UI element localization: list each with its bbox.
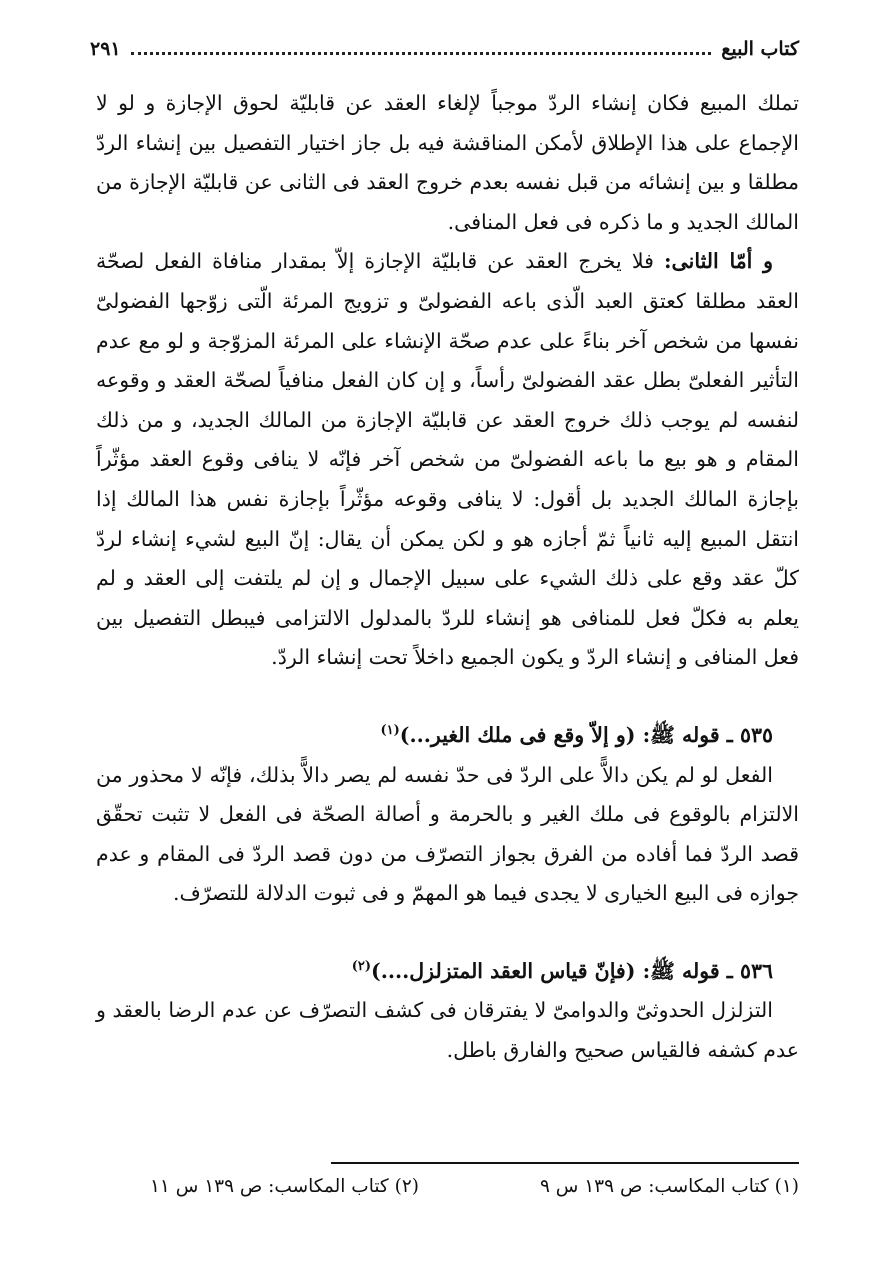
paragraph-second-case bbox=[96, 242, 799, 678]
dotted-leader bbox=[131, 52, 712, 55]
paragraph-535: الفعل لو لم يكن دالاًّ على الردّ فى حدّ نفسه لم يصر دالاًّ بذلك، فإنّه لا محذور من الالتزام بالوقوع فى ملك الغير و بالحرمة و أصالة الصحّة فى الفعل لا تثبت تحقّق قصد الردّ فما أفاده من الفرق بجواز التصرّف من دون قصد الردّ فى المقام و عدم جوازه فى البيع الخيارى لا يجدى فيما هو المهمّ و فى ثبوت الدلالة للتصرّف. bbox=[96, 762, 799, 906]
paragraph-lead: و أمّا الثانى: bbox=[663, 249, 773, 274]
footnotes bbox=[150, 1176, 799, 1197]
running-head bbox=[90, 32, 799, 66]
section-heading-536 bbox=[96, 952, 799, 992]
section-heading-535 bbox=[96, 716, 799, 756]
page-number: ٢٩١ bbox=[90, 38, 121, 60]
heading-text: ٥٣٦ ـ قوله ﷺ: (فإنّ قياس العقد المتزلزل....) bbox=[371, 958, 773, 983]
heading-text: ٥٣٥ ـ قوله ﷺ: (و إلاّ وقع فى ملك الغير...) bbox=[399, 722, 773, 747]
paragraph-continuation: تملك المبيع فكان إنشاء الردّ موجباً لإلغاء العقد عن قابليّة لحوق الإجازة و لو لا الإجماع على هذا الإطلاق لأمكن المناقشة فيه بل جاز اختيار التفصيل بين إنشاء الردّ مطلقا و بين إنشائه من قبل نفسه بعدم خروج العقد فى الثانى عن قابليّة الإجازة من المالك الجديد و ما ذكره فى فعل المنافى. bbox=[96, 91, 799, 234]
footnote-ref-1: (١) bbox=[380, 723, 400, 739]
running-head-title: كتاب البيع bbox=[721, 38, 799, 60]
main-text bbox=[96, 84, 799, 1071]
footnote-2: (٢) كتاب المكاسب: ص ١٣٩ س ١١ bbox=[150, 1176, 419, 1197]
footnote-ref-2: (٢) bbox=[351, 959, 372, 975]
footnote-divider bbox=[331, 1162, 799, 1164]
paragraph-body: فلا يخرج العقد عن قابليّة الإجازة إلاّ بمقدار منافاة الفعل لصحّة العقد مطلقا كعتق العبد الّذى باعه الفضولىّ و تزويج المرئة الّتى زوّجها الفضولىّ نفسها من شخص آخر بناءً على عدم صحّة الإنشاء على المرئة المزوّجة و لو مع عدم التأثير الفعلىّ بطل عقد الفضولىّ رأساً، و إن كان الفعل منافياً لصحّة العقد و وقوعه لنفسه لم يوجب ذلك خروج العقد عن قابليّة الإجازة من المالك الجديد، و من ذلك المقام و هو بيع ما باعه الفضولىّ من شخص آخر فإنّه لا ينافى وقوع العقد مؤثّراً بإجازة المالك الجديد بل أقول: لا ينافى وقوعه مؤثّراً بإجازة نفس هذا المالك إذا انتقل المبيع إليه ثانياً ثمّ أجازه هو و لكن يمكن أن يقال: إنّ البيع لشيء إنشاء لردّ كلّ عقد وقع على ذلك الشيء على سبيل الإجمال و إن لم يلتفت إلى العقد و لم يعلم به فكلّ فعل للمنافى هو إنشاء للردّ بالمدلول الالتزامى فيبطل التفصيل بين فعل المنافى و إنشاء الردّ و يكون الجميع داخلاً تحت إنشاء الردّ. bbox=[96, 249, 799, 670]
paragraph-536: التزلزل الحدوثىّ والدوامىّ لا يفترقان فى كشف التصرّف عن عدم الرضا بالعقد و عدم كشفه فالقياس صحيح والفارق باطل. bbox=[96, 998, 799, 1063]
footnote-1: (١) كتاب المكاسب: ص ١٣٩ س ٩ bbox=[539, 1176, 799, 1197]
